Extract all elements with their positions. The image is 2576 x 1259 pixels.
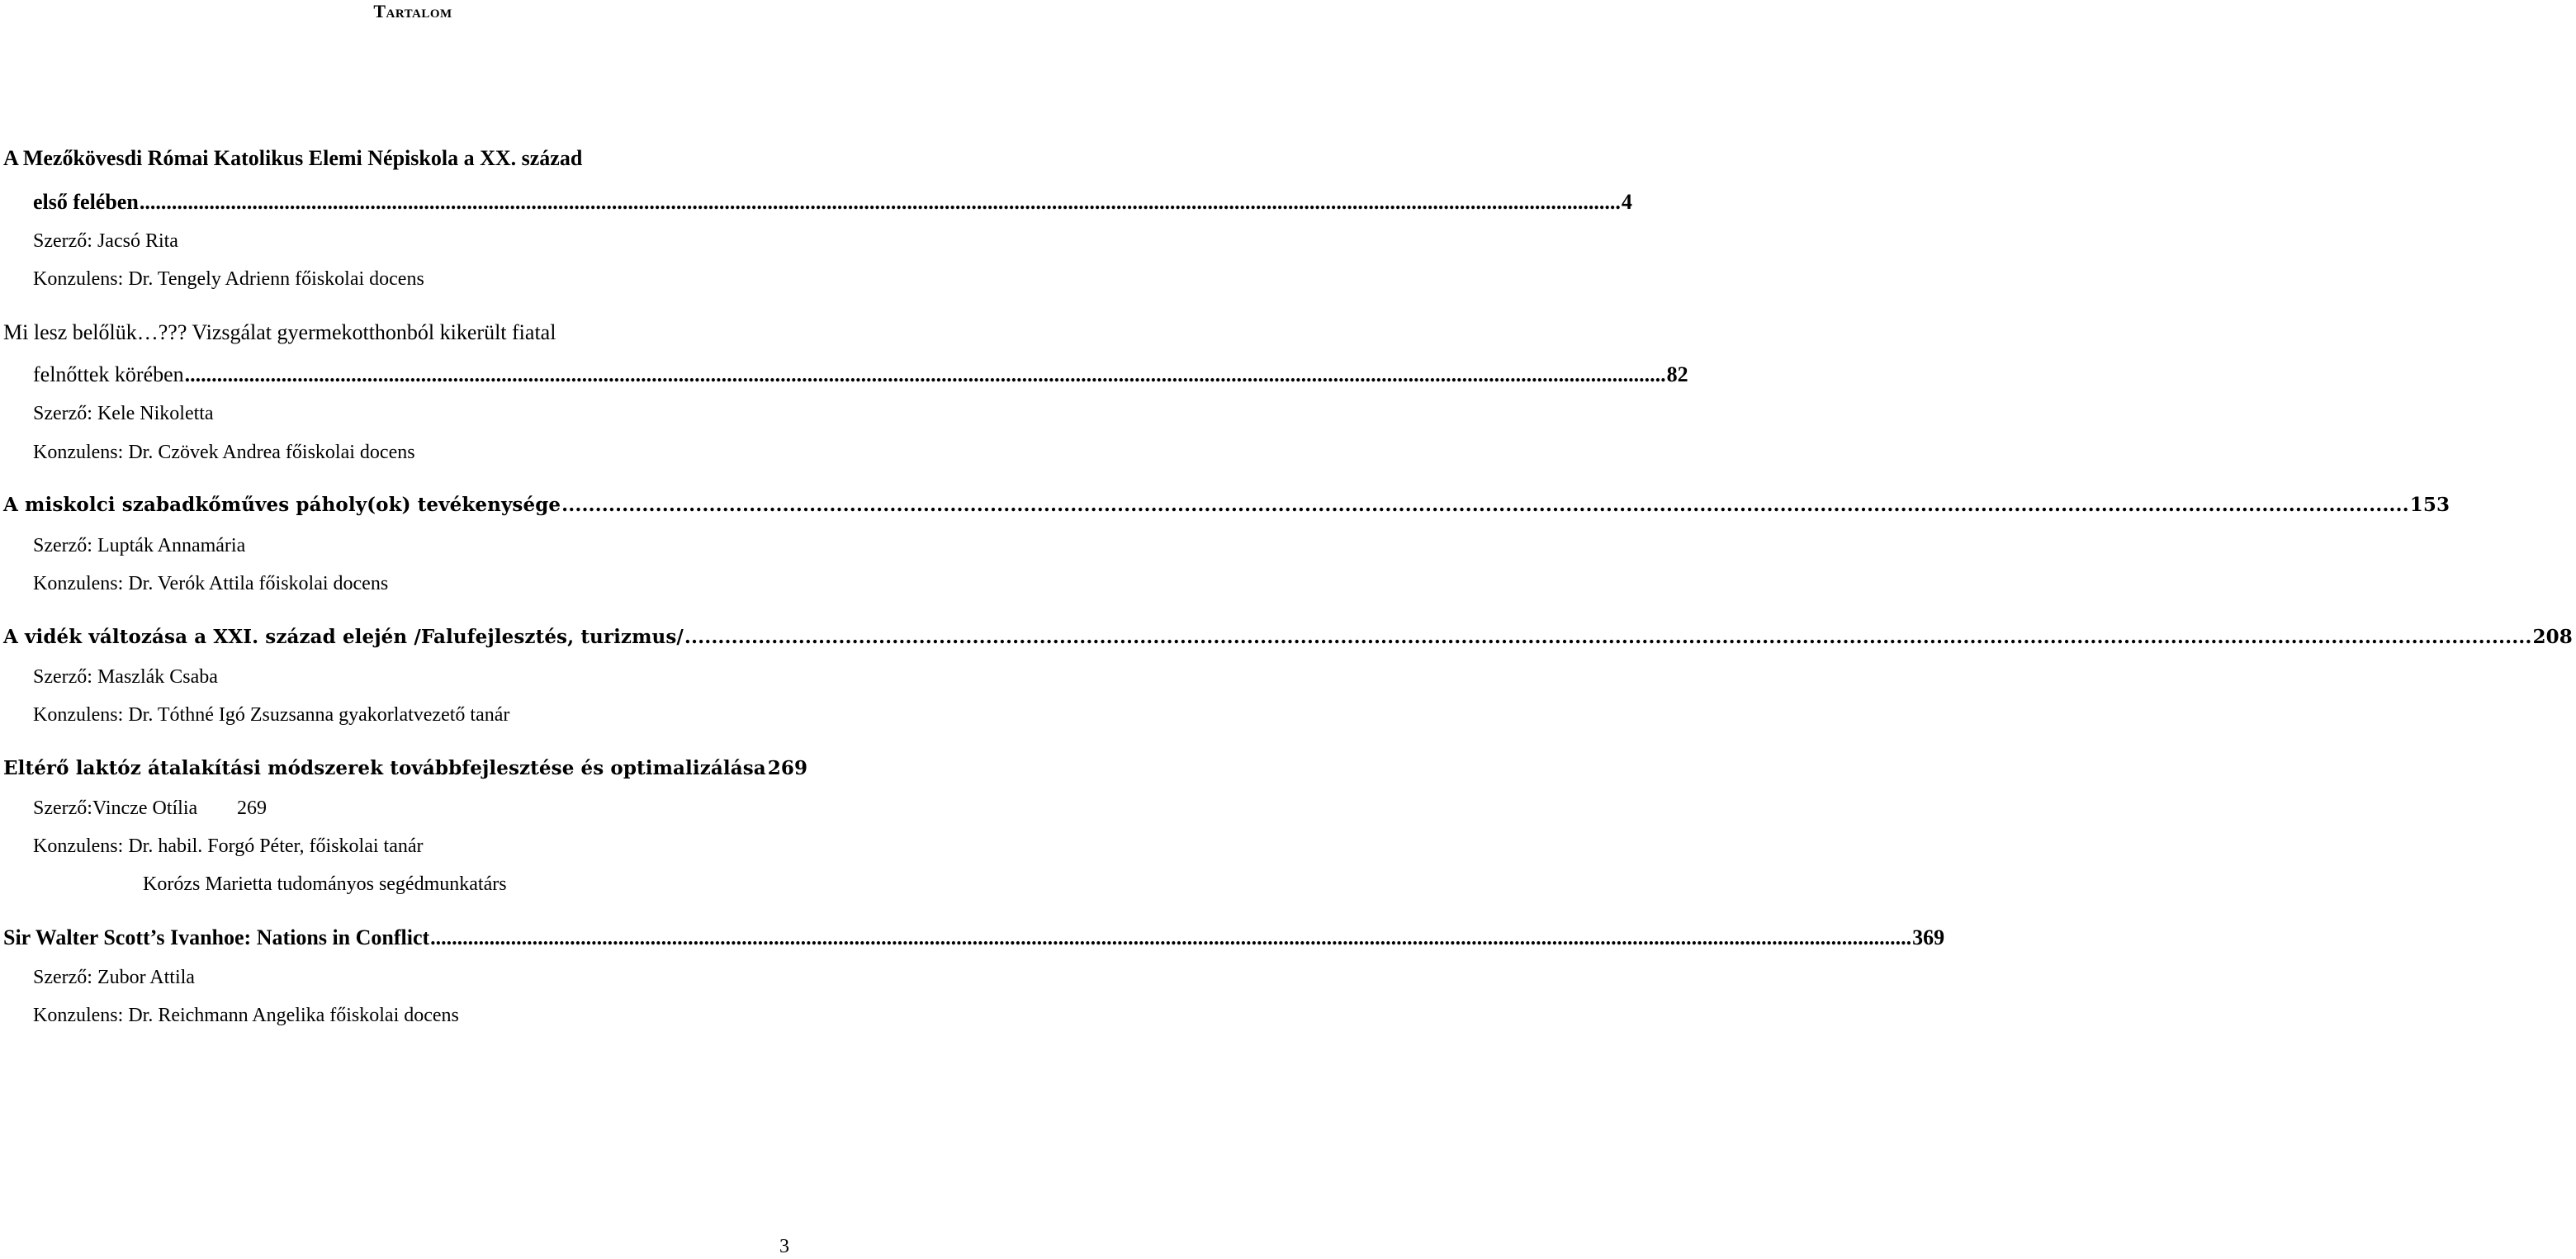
entry-1-title-line2: első felében xyxy=(33,190,139,214)
entry-1-title-line1: A Mezőkövesdi Római Katolikus Elemi Népiskola a XX. század xyxy=(3,146,583,170)
entry-2-leader xyxy=(185,362,1666,388)
entry-3-title: A miskolci szabadkőműves páholy(ok) tevékenysége xyxy=(3,494,561,516)
entry-1-consultant: Konzulens: Dr. Tengely Adrienn főiskolai docens xyxy=(33,268,424,290)
entry-5-consultant-2: Korózs Marietta tudományos segédmunkatárs xyxy=(143,873,507,895)
entry-6-consultant: Konzulens: Dr. Reichmann Angelika főiskolai docens xyxy=(33,1005,459,1026)
entry-6-leader xyxy=(430,925,1911,951)
entry-4-author: Szerző: Maszlák Csaba xyxy=(33,666,218,688)
entry-4-title: A vidék változása a XXI. század elején /Falufejlesztés, turizmus/ xyxy=(3,626,684,648)
entry-4-page: 208 xyxy=(2532,626,2573,648)
entry-5-author: Szerző:Vincze Otília xyxy=(33,798,198,819)
entry-5-title-row[interactable] xyxy=(0,755,808,782)
entry-3-page: 153 xyxy=(2409,494,2451,516)
entry-6-title-row[interactable] xyxy=(0,925,1945,951)
entry-2-page: 82 xyxy=(1666,362,1688,386)
entry-5-page: 269 xyxy=(767,757,808,779)
entry-4-leader xyxy=(684,624,2532,651)
entry-6-page: 369 xyxy=(1912,925,1945,949)
entry-1-title-line2-row[interactable] xyxy=(0,189,1632,215)
entry-5-consultant: Konzulens: Dr. habil. Forgó Péter, főiskolai tanár xyxy=(33,835,424,857)
entry-2-title-line2-row[interactable] xyxy=(0,362,1688,388)
entry-4-consultant: Konzulens: Dr. Tóthné Igó Zsuzsanna gyakorlatvezető tanár xyxy=(33,704,510,726)
entry-2-title-line1: Mi lesz belőlük…??? Vizsgálat gyermekotthonból kikerült fiatal xyxy=(3,320,556,344)
entry-4-title-row[interactable] xyxy=(0,624,2573,651)
entry-5-title: Eltérő laktóz átalakítási módszerek továbbfejlesztése és optimalizálása xyxy=(3,757,766,779)
entry-3-author: Szerző: Lupták Annamária xyxy=(33,535,246,556)
entry-3-leader xyxy=(561,492,2409,518)
entry-2-title-line2: felnőttek körében xyxy=(33,362,184,386)
entry-1-page: 4 xyxy=(1621,190,1632,214)
entry-1-author: Szerző: Jacsó Rita xyxy=(33,230,178,252)
page-number: 3 xyxy=(779,1236,789,1257)
toc-heading: Tartalom xyxy=(373,1,452,21)
entry-3-title-row[interactable] xyxy=(0,492,2451,518)
entry-2-author: Szerző: Kele Nikoletta xyxy=(33,403,214,424)
entry-6-title: Sir Walter Scott’s Ivanhoe: Nations in Conflict xyxy=(3,925,430,949)
entry-3-consultant: Konzulens: Dr. Verók Attila főiskolai docens xyxy=(33,573,389,594)
entry-1-leader xyxy=(140,189,1621,215)
entry-2-consultant: Konzulens: Dr. Czövek Andrea főiskolai docens xyxy=(33,442,415,463)
entry-6-author: Szerző: Zubor Attila xyxy=(33,967,195,988)
entry-5-author-page: 269 xyxy=(237,798,267,819)
